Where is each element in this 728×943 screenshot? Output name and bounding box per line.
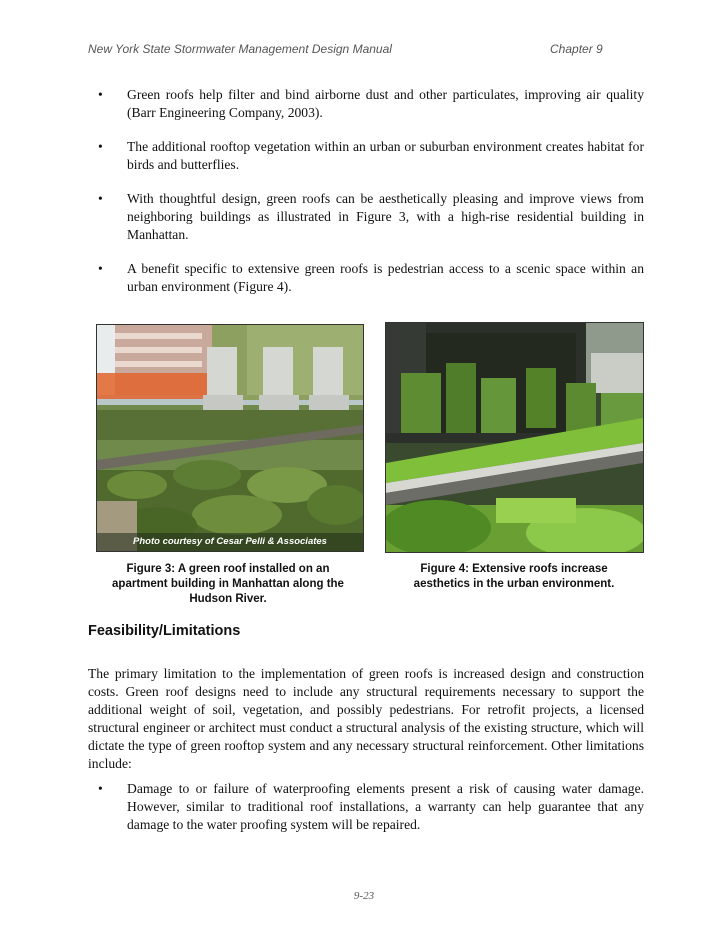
list-item-text: Green roofs help filter and bind airborne dust and other particulates, improving air quality (Barr Engineering Company, 2003). [127,87,644,120]
bullet-icon: • [98,781,103,796]
list-item [88,190,644,244]
bullet-icon: • [98,191,103,206]
figure-4-caption: Figure 4: Extensive roofs increase aesthetics in the urban environment. [413,563,615,590]
running-header [88,42,648,58]
figure-3-photo [96,324,364,552]
bullet-icon: • [98,139,103,154]
page-number: 9-23 [353,890,375,902]
list-item-text: A benefit specific to extensive green roofs is pedestrian access to a scenic space within an urban environment (Figure 4). [127,261,644,294]
bullet-icon: • [98,87,103,102]
bullet-icon: • [98,261,103,276]
photo-credit: Photo courtesy of Cesar Pelli & Associates [133,536,327,547]
list-item [88,260,644,296]
list-item-text: Damage to or failure of waterproofing elements present a risk of causing water damage. However, similar to traditional roof installations, a warranty can help guarantee that any damage to the water proofing system will be repaired. [127,781,644,832]
list-item [88,86,644,122]
limitations-list [88,780,644,834]
list-item [88,780,644,834]
rooftop-garden-image [97,325,363,551]
list-item-text: With thoughtful design, green roofs can be aesthetically pleasing and improve views from neighboring buildings as illustrated in Figure 3, with a high-rise residential building in Manhattan. [127,191,644,242]
figure-4-photo [385,322,644,553]
manual-title: New York State Stormwater Management Design Manual [88,42,392,56]
extensive-roof-image [386,323,643,552]
list-item-text: The additional rooftop vegetation within an urban or suburban environment creates habitat for birds and butterflies. [127,139,644,172]
figure-3-caption: Figure 3: A green roof installed on an apartment building in Manhattan along the Hudson River. [112,563,344,605]
chapter-label: Chapter 9 [550,42,603,56]
list-item [88,138,644,174]
body-paragraph: The primary limitation to the implementation of green roofs is increased design and construction costs. Green roof designs need to include any structural requirements necessary to support the additional weight of soil, vegetation, and possibly pedestrians. For retrofit projects, a licensed structural engineer or architect must conduct a structural analysis of the existing structure, which will dictate the type of green rooftop system and any necessary structural reinforcement. Other limitations include: [88,666,644,771]
section-heading: Feasibility/Limitations [88,623,241,639]
benefits-list [88,86,644,312]
